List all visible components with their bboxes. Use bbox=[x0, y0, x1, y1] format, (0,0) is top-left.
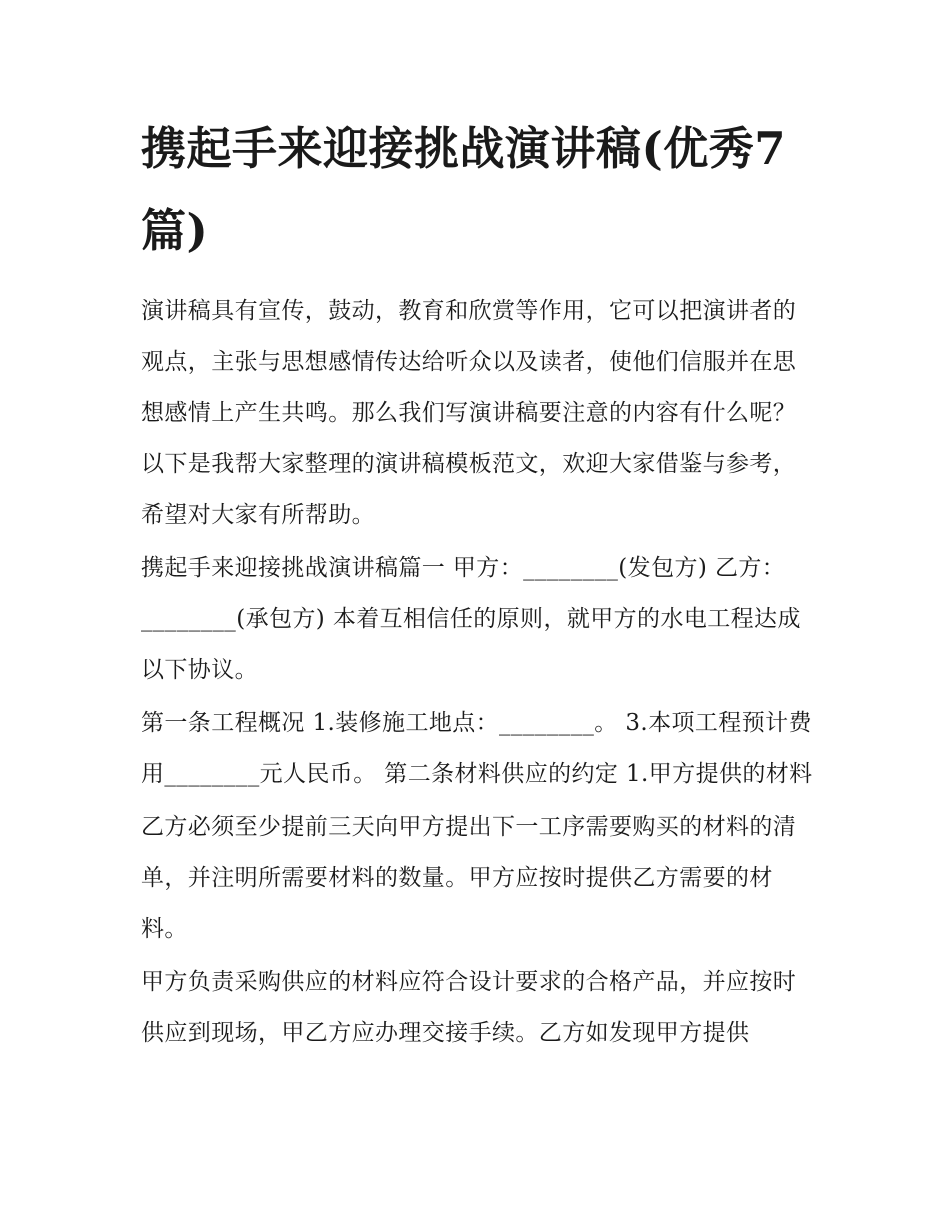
document-title: 携起手来迎接挑战演讲稿(优秀7篇) bbox=[141, 122, 787, 257]
material-supply-paragraph: 甲方负责采购供应的材料应符合设计要求的合格产品，并应按时供应到现场，甲乙方应办理交接手续。乙方如发现甲方提供 bbox=[141, 969, 797, 1046]
clause-one-paragraph: 第一条工程概况 1.装修施工地点：________。 3.本项工程预计费用________元人民币。 第二条材料供应的约定 1.甲方提供的材料 bbox=[141, 710, 813, 787]
document-body bbox=[141, 108, 813, 1061]
intro-paragraph: 演讲稿具有宣传，鼓动，教育和欣赏等作用，它可以把演讲者的观点，主张与思想感情传达给听众以及读者，使他们信服并在思想感情上产生共鸣。那么我们写演讲稿要注意的内容有什么呢？以下是我帮大家整理的演讲稿模板范文，欢迎大家借鉴与参考，希望对大家有所帮助。 bbox=[141, 298, 797, 528]
agreement-paragraph: 携起手来迎接挑战演讲稿篇一 甲方：________(发包方) 乙方：________(承包方) 本着互相信任的原则，就甲方的水电工程达成以下协议。 bbox=[141, 555, 801, 683]
material-list-paragraph: 乙方必须至少提前三天向甲方提出下一工序需要购买的材料的清单，并注明所需要材料的数量。甲方应按时提供乙方需要的材料。 bbox=[141, 814, 797, 942]
